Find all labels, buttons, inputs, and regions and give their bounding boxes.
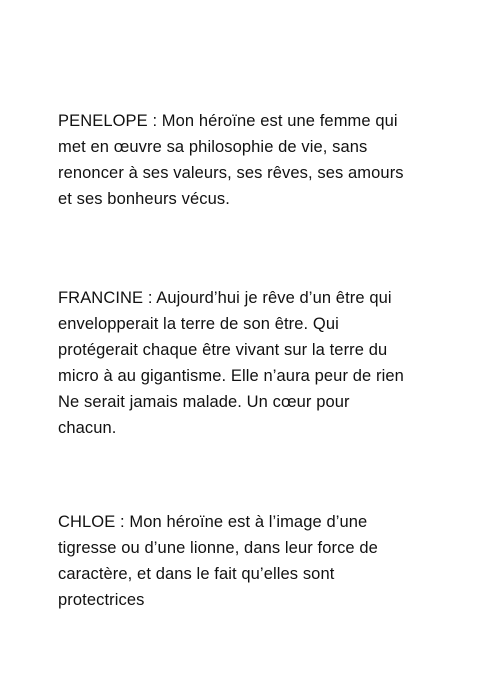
text-line: caractère, et dans le fait qu’elles sont	[58, 565, 335, 583]
text-line: CHLOE : Mon héroïne est à l’image d’une	[58, 513, 368, 531]
text-line: protégerait chaque être vivant sur la terre du	[58, 341, 388, 359]
text-line: FRANCINE : Aujourd’hui je rêve d’un être qui	[58, 289, 392, 307]
text-line: et ses bonheurs vécus.	[58, 190, 230, 208]
text-line: micro à au gigantisme. Elle n’aura peur de rien	[58, 367, 404, 385]
text-line: protectrices	[58, 591, 145, 609]
paragraph-francine	[58, 285, 448, 441]
text-line: tigresse ou d’une lionne, dans leur force de	[58, 539, 378, 557]
text-line: renoncer à ses valeurs, ses rêves, ses amours	[58, 164, 404, 182]
text-line: Ne serait jamais malade. Un cœur pour	[58, 393, 350, 411]
text-line: chacun.	[58, 419, 117, 437]
paragraph-chloe	[58, 509, 448, 613]
text-line: PENELOPE : Mon héroïne est une femme qui	[58, 112, 398, 130]
paragraph-penelope	[58, 108, 448, 212]
text-line: met en œuvre sa philosophie de vie, sans	[58, 138, 368, 156]
text-line: envelopperait la terre de son être. Qui	[58, 315, 339, 333]
